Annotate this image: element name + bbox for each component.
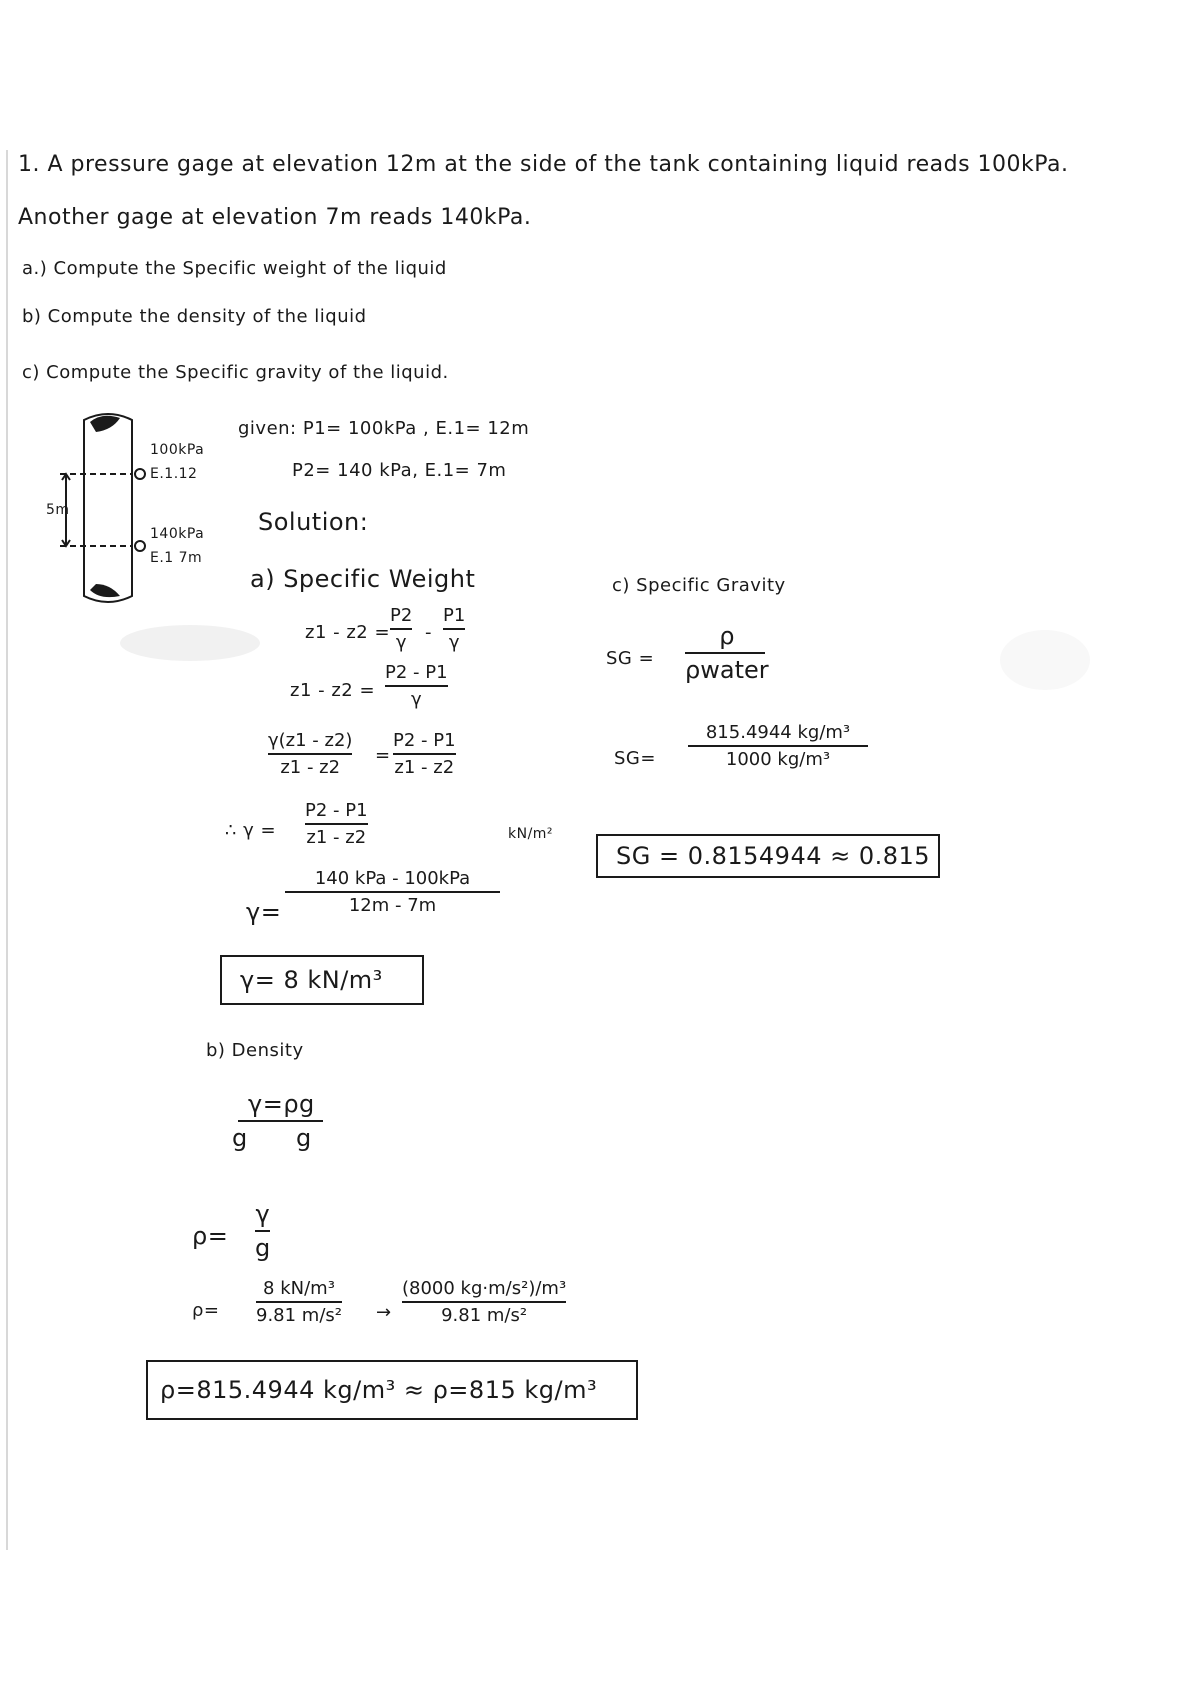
specific-gravity-result: SG = 0.8154944 ≈ 0.815: [616, 842, 931, 870]
tank-bottom-shading: [90, 584, 120, 597]
specific-weight-result: γ= 8 kN/m³: [240, 966, 383, 994]
sg-formula-den: ρwater: [685, 656, 769, 684]
gage1-symbol: [135, 469, 145, 479]
eq1-term2-den: γ: [448, 632, 460, 653]
tank-outline: [84, 414, 132, 602]
eq1-term2: [443, 605, 465, 653]
fraction-bar: [305, 823, 368, 825]
gage2-elevation-label: E.1 7m: [150, 550, 203, 566]
gage1-pressure-label: 100kPa: [150, 442, 205, 458]
eq3-left-fraction: [268, 730, 352, 778]
gage1-elevation-label: E.1.12: [150, 466, 198, 482]
eq1-term1-den: γ: [395, 632, 407, 653]
problem-part-b: b) Compute the density of the liquid: [22, 306, 367, 327]
fraction-bar: [238, 1120, 323, 1122]
sg-formula-lhs: SG =: [606, 648, 655, 669]
eq1-term1-num: P2: [390, 605, 413, 626]
fraction-bar: [285, 891, 500, 893]
problem-part-a: a.) Compute the Specific weight of the liquid: [22, 258, 447, 279]
eq4-lhs: ∴ γ =: [225, 820, 277, 841]
conversion-arrow: →: [376, 1302, 392, 1323]
problem-line-1: 1. A pressure gage at elevation 12m at the side of the tank containing liquid reads 100kPa.: [18, 152, 1069, 177]
fraction-bar: [443, 628, 465, 630]
eq5-den: 12m - 7m: [348, 895, 437, 916]
eq4-num: P2 - P1: [305, 800, 368, 821]
fraction-bar: [393, 753, 456, 755]
density-formula-num: γ: [255, 1200, 270, 1228]
eq2-lhs: z1 - z2 =: [290, 680, 376, 701]
sg-calc-num: 815.4944 kg/m³: [705, 722, 851, 743]
eq2-fraction: [385, 662, 448, 710]
height-label: 5m: [46, 502, 70, 518]
density-formula-lhs: ρ=: [192, 1222, 229, 1250]
eq5-num: 140 kPa - 100kPa: [314, 868, 471, 889]
specific-gravity-result-box: [596, 834, 940, 878]
fraction-bar: [255, 1230, 270, 1232]
eq2-den: γ: [410, 689, 422, 710]
part-b-heading: b) Density: [206, 1040, 304, 1061]
gage2-pressure-label: 140kPa: [150, 526, 205, 542]
density-calc-den: 9.81 m/s²: [256, 1305, 342, 1326]
smudge: [1000, 630, 1090, 690]
smudge: [120, 625, 260, 661]
fraction-bar: [256, 1301, 342, 1303]
density-conversion-fraction: [402, 1278, 566, 1326]
density-relation-right-den: g: [296, 1124, 312, 1152]
solution-label: Solution:: [258, 508, 369, 536]
density-result-box: [146, 1360, 638, 1420]
fraction-bar: [385, 685, 448, 687]
eq3-left-den: z1 - z2: [280, 757, 341, 778]
eq1-term2-num: P1: [443, 605, 466, 626]
density-calc-num: 8 kN/m³: [263, 1278, 335, 1299]
page-margin-line: [6, 150, 8, 1550]
eq2-num: P2 - P1: [385, 662, 448, 683]
density-conversion-num: (8000 kg·m/s²)/m³: [402, 1278, 567, 1299]
fraction-bar: [268, 753, 352, 755]
sg-calc-den: 1000 kg/m³: [725, 749, 831, 770]
eq3-right-num: P2 - P1: [393, 730, 456, 751]
gage2-symbol: [135, 541, 145, 551]
part-a-heading: a) Specific Weight: [250, 565, 476, 593]
tank-diagram: [40, 400, 240, 620]
eq1-term1: [390, 605, 412, 653]
eq5-lhs: γ=: [246, 898, 282, 926]
density-formula-den: g: [255, 1234, 271, 1262]
eq3-right-den: z1 - z2: [394, 757, 455, 778]
eq4-fraction: [305, 800, 368, 848]
part-c-heading: c) Specific Gravity: [612, 575, 786, 596]
specific-weight-result-box: [220, 955, 424, 1005]
given-line-1: given: P1= 100kPa , E.1= 12m: [238, 418, 530, 439]
fraction-bar: [688, 745, 868, 747]
problem-line-2: Another gage at elevation 7m reads 140kPa.: [18, 205, 532, 230]
density-relation: γ=ρg: [248, 1090, 315, 1118]
sg-calc-lhs: SG=: [614, 748, 656, 769]
eq1-lhs: z1 - z2 =: [305, 622, 391, 643]
eq3-right-fraction: [393, 730, 456, 778]
density-result: ρ=815.4944 kg/m³ ≈ ρ=815 kg/m³: [160, 1376, 598, 1404]
density-calc-lhs: ρ=: [192, 1300, 220, 1321]
eq1-minus: -: [425, 622, 432, 643]
sg-calc-fraction: [688, 722, 868, 770]
problem-part-c: c) Compute the Specific gravity of the liquid.: [22, 362, 449, 383]
density-formula-fraction: [255, 1200, 270, 1262]
eq3-equals: =: [375, 745, 391, 766]
eq4-den: z1 - z2: [306, 827, 367, 848]
sg-formula-num: ρ: [719, 622, 735, 650]
density-conversion-den: 9.81 m/s²: [441, 1305, 528, 1326]
fraction-bar: [685, 652, 765, 654]
sg-formula-fraction: [685, 622, 769, 684]
fraction-bar: [402, 1301, 566, 1303]
unit-note: kN/m²: [508, 826, 554, 842]
density-relation-left-den: g: [232, 1124, 248, 1152]
tank-top-shading: [90, 416, 120, 432]
given-line-2: P2= 140 kPa, E.1= 7m: [292, 460, 507, 481]
eq3-left-num: γ(z1 - z2): [268, 730, 353, 751]
fraction-bar: [390, 628, 412, 630]
density-calc-fraction: [256, 1278, 342, 1326]
eq5-fraction: [285, 868, 500, 916]
